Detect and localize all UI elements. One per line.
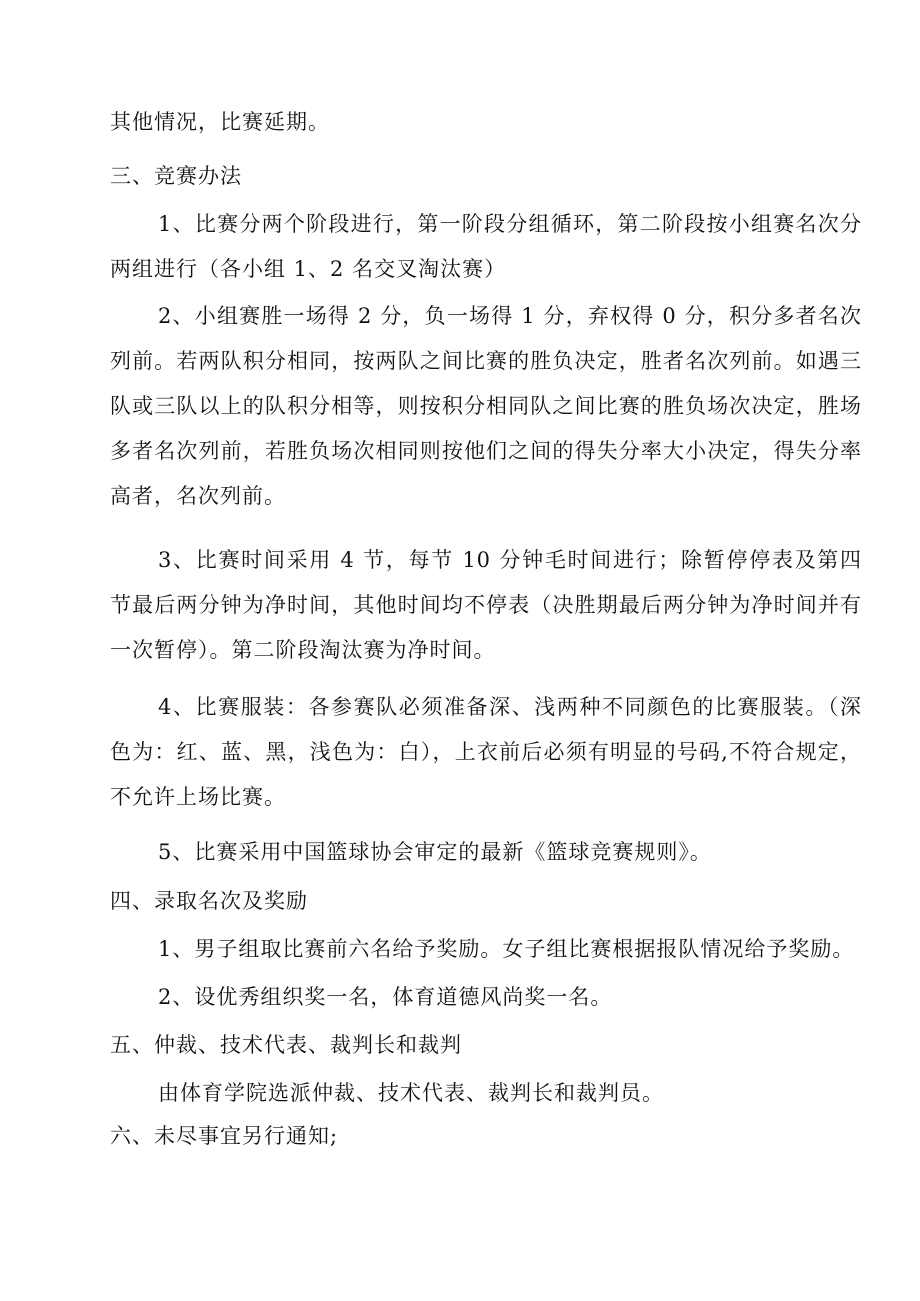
- paragraph-rule-1: 1、比赛分两个阶段进行，第一阶段分组循环，第二阶段按小组赛名次分两组进行（各小组 1、2 名交叉淘汰赛）: [110, 212, 862, 281]
- paragraph-rule-5: 5、比赛采用中国篮球协会审定的最新《篮球竞赛规则》。: [158, 840, 712, 864]
- paragraph-officials: 由体育学院选派仲裁、技术代表、裁判长和裁判员。: [158, 1081, 664, 1105]
- section-heading-6: 六、未尽事宜另行通知;: [110, 1124, 339, 1148]
- paragraph-rule-3: 3、比赛时间采用 4 节，每节 10 分钟毛时间进行；除暂停停表及第四节最后两分钟为净时间，其他时间均不停表（决胜期最后两分钟为净时间并有一次暂停）。第二阶段淘汰赛为净时间。: [110, 548, 862, 662]
- section-heading-5: 五、仲裁、技术代表、裁判长和裁判: [110, 1033, 462, 1057]
- paragraph-award-1: 1、男子组取比赛前六名给予奖励。女子组比赛根据报队情况给予奖励。: [158, 937, 855, 961]
- paragraph-award-2: 2、设优秀组织奖一名，体育道德风尚奖一名。: [158, 985, 613, 1009]
- paragraph-rule-4: 4、比赛服装：各参赛队必须准备深、浅两种不同颜色的比赛服装。（深色为：红、蓝、黑，浅色为：白），上衣前后必须有明显的号码,不符合规定，不允许上场比赛。: [110, 695, 862, 809]
- paragraph-continuation: 其他情况，比赛延期。: [110, 110, 330, 134]
- section-heading-4: 四、录取名次及奖励: [110, 889, 308, 913]
- paragraph-rule-2: 2、小组赛胜一场得 2 分，负一场得 1 分，弃权得 0 分，积分多者名次列前。若两队积分相同，按两队之间比赛的胜负决定，胜者名次列前。如遇三队或三队以上的队积分相等，则按积分相同队之间比赛的胜负场次决定，胜场多者名次列前，若胜负场次相同则按他们之间的得失分率大小决定，得失分率高者，名次列前。: [110, 304, 862, 508]
- section-heading-3: 三、竞赛办法: [110, 164, 242, 188]
